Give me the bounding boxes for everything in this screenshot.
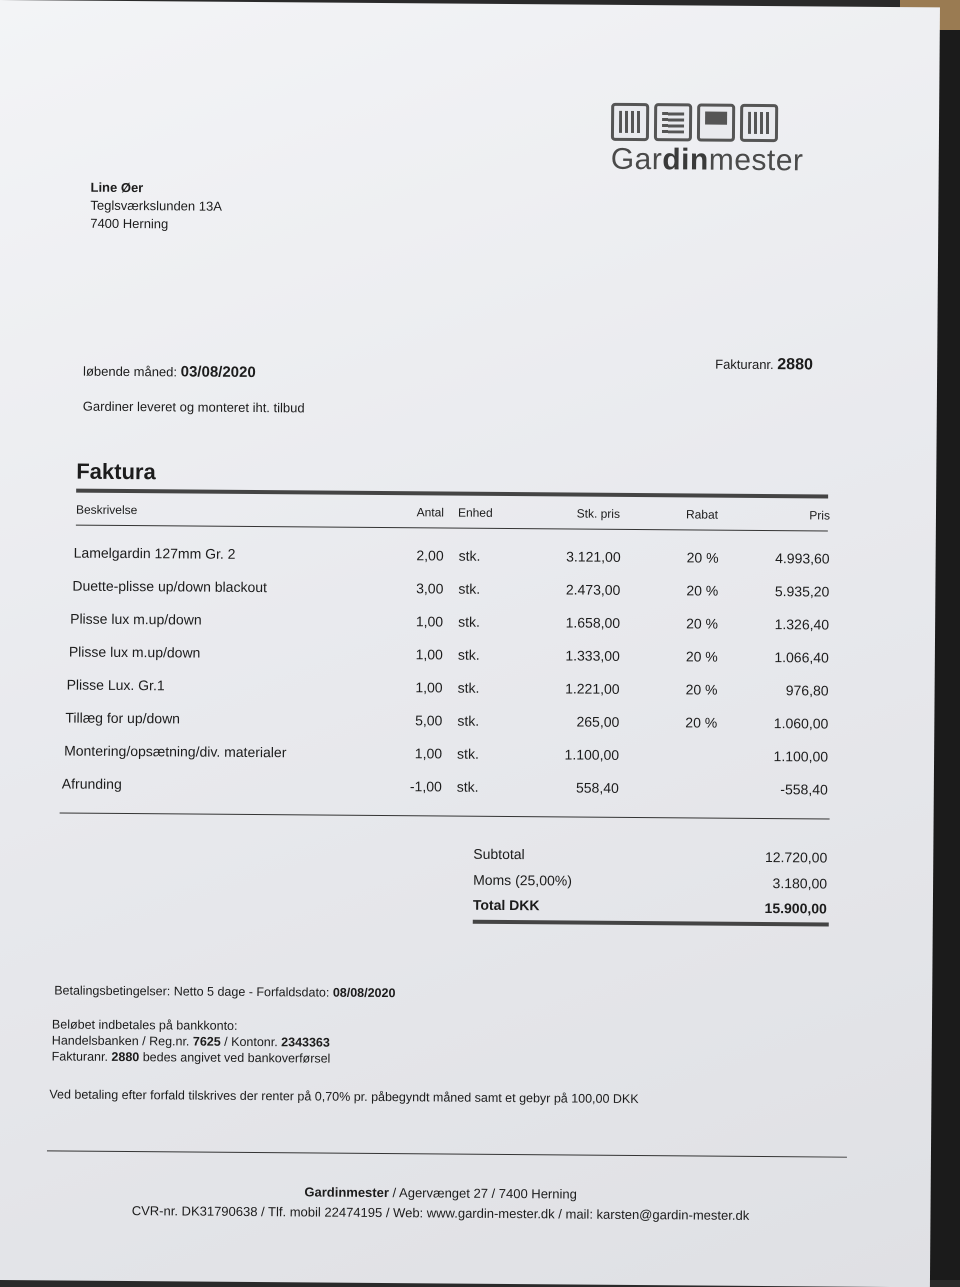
col-header-description: Beskrivelse — [75, 502, 138, 518]
table-row — [0, 676, 935, 699]
table-row — [0, 742, 934, 765]
recipient-city: 7400 Herning — [90, 215, 169, 232]
row-qty: 1,00 — [415, 613, 444, 630]
footer-company-line — [31, 1182, 851, 1203]
vat-label: Moms (25,00%) — [473, 871, 572, 889]
bank-line-1: Beløbet indbetales på bankkonto: — [51, 1017, 238, 1033]
blind-icon — [654, 103, 692, 141]
col-header-unit: Enhed — [457, 505, 493, 520]
row-discount: 20 % — [685, 681, 718, 698]
bank-line-3: Fakturanr. 2880 bedes angivet ved bankoverførsel — [51, 1049, 331, 1066]
row-total: 1.326,40 — [774, 616, 830, 633]
period-label: løbende måned: — [83, 363, 178, 380]
payment-terms — [54, 982, 395, 1001]
total-rule — [473, 920, 829, 927]
footer-rule — [47, 1150, 847, 1157]
row-description: Plisse Lux. Gr.1 — [66, 676, 165, 694]
late-fee-notice: Ved betaling efter forfald tilskrives der renter på 0,70% pr. påbegyndt måned samt et gebyr på 100,00 DKK — [49, 1087, 639, 1107]
row-qty: 1,00 — [415, 679, 443, 696]
row-qty: 1,00 — [414, 745, 443, 762]
logo-icons — [611, 103, 821, 143]
row-qty: -1,00 — [409, 778, 442, 795]
due-date: 08/08/2020 — [332, 985, 396, 1001]
table-row — [0, 709, 934, 732]
row-unit: stk. — [458, 613, 480, 630]
invoice-number-label: Fakturanr. — [715, 356, 774, 373]
table-row — [0, 577, 935, 600]
total-label: Total DKK — [472, 896, 540, 914]
reg-number: 7625 — [192, 1034, 221, 1049]
header-rule — [76, 489, 828, 499]
logo-wordmark: Gardinmester — [610, 142, 804, 178]
row-unit: stk. — [457, 712, 480, 729]
row-unit-price: 1.658,00 — [565, 614, 621, 631]
account-number: 2343363 — [281, 1035, 330, 1050]
invoice-title: Faktura — [76, 458, 156, 485]
row-total: 1.066,40 — [774, 649, 829, 666]
col-header-total: Pris — [809, 508, 831, 523]
roller-blind-icon — [697, 103, 735, 141]
invoice-number — [715, 356, 813, 375]
footer-contact-line: CVR-nr. DK31790638 / Tlf. mobil 22474195 / Web: www.gardin-mester.dk / mail: karsten@gardin-mester.dk — [131, 1203, 750, 1223]
row-unit: stk. — [458, 547, 481, 564]
table-row — [0, 610, 935, 633]
row-qty: 2,00 — [416, 547, 444, 564]
row-discount: 20 % — [686, 582, 719, 599]
row-total: 1.100,00 — [773, 748, 829, 765]
row-discount: 20 % — [686, 549, 719, 566]
row-unit: stk. — [456, 778, 479, 795]
col-header-discount: Rabat — [685, 507, 719, 522]
subtotal-label: Subtotal — [473, 845, 525, 863]
recipient-address — [90, 179, 222, 234]
row-discount: 20 % — [685, 714, 718, 731]
vat-value: 3.180,00 — [772, 875, 828, 892]
row-total: 5.935,20 — [774, 583, 830, 600]
row-unit: stk. — [457, 679, 480, 696]
row-unit-price: 265,00 — [576, 713, 620, 730]
row-qty: 5,00 — [415, 712, 443, 729]
bank-details — [52, 1016, 331, 1066]
total-value: 15.900,00 — [764, 900, 827, 917]
row-description: Plisse lux m.up/down — [68, 643, 201, 661]
bank-line-2: Handelsbanken / Reg.nr. 7625 / Kontonr. 2343363 — [51, 1033, 330, 1050]
row-unit-price: 2.473,00 — [565, 581, 621, 598]
row-qty: 1,00 — [415, 646, 443, 663]
invoice-number-value: 2880 — [777, 356, 813, 374]
curtain-icon — [611, 103, 649, 141]
row-unit: stk. — [457, 745, 479, 762]
column-header-rule — [76, 525, 828, 532]
period — [83, 363, 256, 381]
row-unit-price: 558,40 — [575, 779, 619, 796]
table-row — [0, 544, 936, 567]
row-total: 4.993,60 — [775, 550, 830, 567]
period-value: 03/08/2020 — [180, 363, 256, 382]
row-unit-price: 1.333,00 — [565, 647, 620, 664]
row-total: 1.060,00 — [773, 715, 829, 732]
row-description: Duette-plisse up/down blackout — [72, 577, 268, 596]
vertical-blind-icon — [740, 104, 778, 142]
items-end-rule — [60, 812, 830, 819]
row-total: 976,80 — [785, 682, 829, 699]
footer-address: / Agervænget 27 / 7400 Herning — [392, 1185, 577, 1202]
row-description: Afrunding — [61, 775, 122, 792]
row-qty: 3,00 — [416, 580, 444, 597]
subtotal-value: 12.720,00 — [764, 849, 828, 866]
row-discount: 20 % — [686, 615, 719, 632]
row-description: Plisse lux m.up/down — [70, 610, 202, 628]
row-discount: 20 % — [685, 648, 718, 665]
recipient-street: Teglsværkslunden 13A — [90, 197, 222, 214]
invoice-description: Gardiner leveret og monteret iht. tilbud — [82, 398, 305, 416]
col-header-qty: Antal — [416, 505, 445, 520]
row-unit-price: 1.100,00 — [564, 746, 620, 763]
row-description: Montering/opsætning/div. materialer — [64, 742, 287, 761]
row-unit: stk. — [458, 580, 481, 597]
table-row — [0, 643, 935, 666]
footer-company-name: Gardinmester — [304, 1184, 390, 1201]
row-total: -558,40 — [780, 781, 828, 798]
col-header-unit-price: Stk. pris — [576, 506, 621, 521]
row-description: Lamelgardin 127mm Gr. 2 — [73, 544, 236, 562]
company-logo — [611, 103, 822, 180]
reference-number: 2880 — [111, 1049, 140, 1065]
row-unit-price: 3.121,00 — [566, 548, 621, 565]
table-row — [0, 775, 934, 798]
payment-terms-label: Betalingsbetingelser: Netto 5 dage - Forfaldsdato: — [54, 983, 330, 1000]
row-unit-price: 1.221,00 — [565, 680, 620, 697]
row-description: Tillæg for up/down — [65, 709, 181, 727]
recipient-name: Line Øer — [90, 179, 144, 196]
row-unit: stk. — [457, 646, 480, 663]
